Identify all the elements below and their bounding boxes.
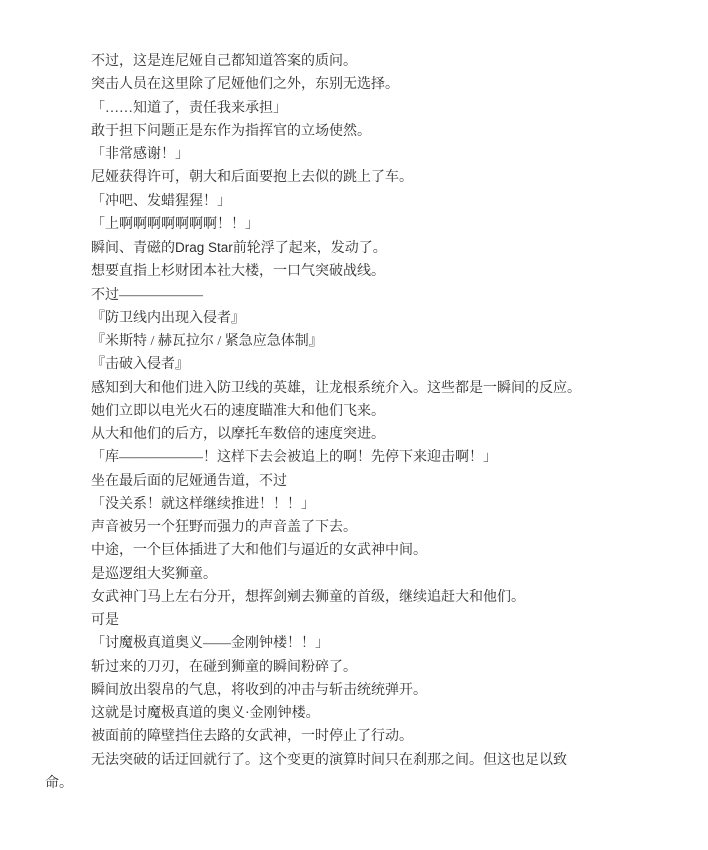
novel-paragraph: 声音被另一个狂野而强力的声音盖了下去。 (91, 520, 357, 535)
paragraph-text: 瞬间、青磁的 (91, 241, 175, 256)
novel-paragraph: 这就是讨魔极真道的奥义·金刚钟楼。 (91, 706, 320, 721)
novel-paragraph-dialogue: 「冲吧、发蜡猩猩！」 (91, 193, 231, 209)
novel-paragraph: 敢于担下问题正是东作为指挥官的立场使然。 (91, 123, 371, 139)
novel-paragraph: 被面前的障壁挡住去路的女武神，一时停止了行动。 (91, 729, 413, 745)
motorcycle-model-name: Drag Star (175, 240, 233, 255)
novel-paragraph-system-message: 『击破入侵者』 (91, 357, 189, 373)
novel-paragraph-dialogue: 「……知道了，责任我来承担」 (91, 100, 287, 116)
novel-paragraph-dialogue: 「上啊啊啊啊啊啊啊！！」 (91, 216, 259, 232)
novel-paragraph: 不过，这是连尼娅自己都知道答案的质问。 (91, 54, 357, 69)
novel-paragraph: 想要直指上杉财团本社大楼，一口气突破战线。 (91, 264, 385, 280)
novel-paragraph-system-message: 『米斯特 / 赫瓦拉尔 / 紧急应急体制』 (91, 334, 323, 349)
novel-paragraph: 坐在最后面的尼娅通告道，不过 (91, 473, 287, 489)
novel-paragraph: 尼娅获得许可，朝大和后面要抱上去似的跳上了车。 (91, 170, 413, 186)
novel-paragraph-dialogue: 「库——————！这样下去会被追上的啊！先停下来迎击啊！」 (91, 450, 497, 466)
novel-paragraph: 感知到大和他们进入防卫线的英雄，让龙根系统介入。这些都是一瞬间的反应。 (91, 380, 581, 396)
novel-paragraph: 中途，一个巨体插进了大和他们与逼近的女武神中间。 (91, 543, 427, 559)
novel-paragraph: 斩过来的刀刃，在碰到狮童的瞬间粉碎了。 (91, 659, 357, 675)
novel-paragraph-dialogue: 「讨魔极真道奥义——金刚钟楼！！」 (91, 636, 329, 652)
novel-paragraph: 她们立即以电光火石的速度瞄准大和他们飞来。 (91, 403, 385, 419)
novel-paragraph: 可是 (91, 613, 119, 628)
novel-paragraph: 无法突破的话迂回就行了。这个变更的演算时间只在刹那之间。但这也足以致命。 (45, 752, 567, 791)
paragraph-text: 前轮浮了起来，发动了。 (232, 241, 387, 256)
novel-paragraph: 不过—————— (91, 287, 203, 303)
novel-page (45, 50, 590, 795)
novel-paragraph: 是巡逻组大奖狮童。 (91, 566, 217, 582)
novel-paragraph: 瞬间放出裂帛的气息，将收到的冲击与斩击统统弹开。 (91, 682, 427, 698)
novel-paragraph: 突击人员在这里除了尼娅他们之外，东别无选择。 (91, 77, 399, 93)
novel-paragraph (45, 236, 590, 260)
novel-paragraph-dialogue: 「非常感谢！」 (91, 147, 189, 162)
novel-paragraph: 女武神门马上左右分开，想挥剑剜去狮童的首级，继续追赶大和他们。 (91, 589, 525, 605)
novel-paragraph-system-message: 『防卫线内出现入侵者』 (91, 310, 245, 326)
novel-paragraph-dialogue: 「没关系！就这样继续推进！！！」 (91, 496, 315, 512)
novel-paragraph: 从大和他们的后方，以摩托车数倍的速度突进。 (91, 427, 385, 442)
